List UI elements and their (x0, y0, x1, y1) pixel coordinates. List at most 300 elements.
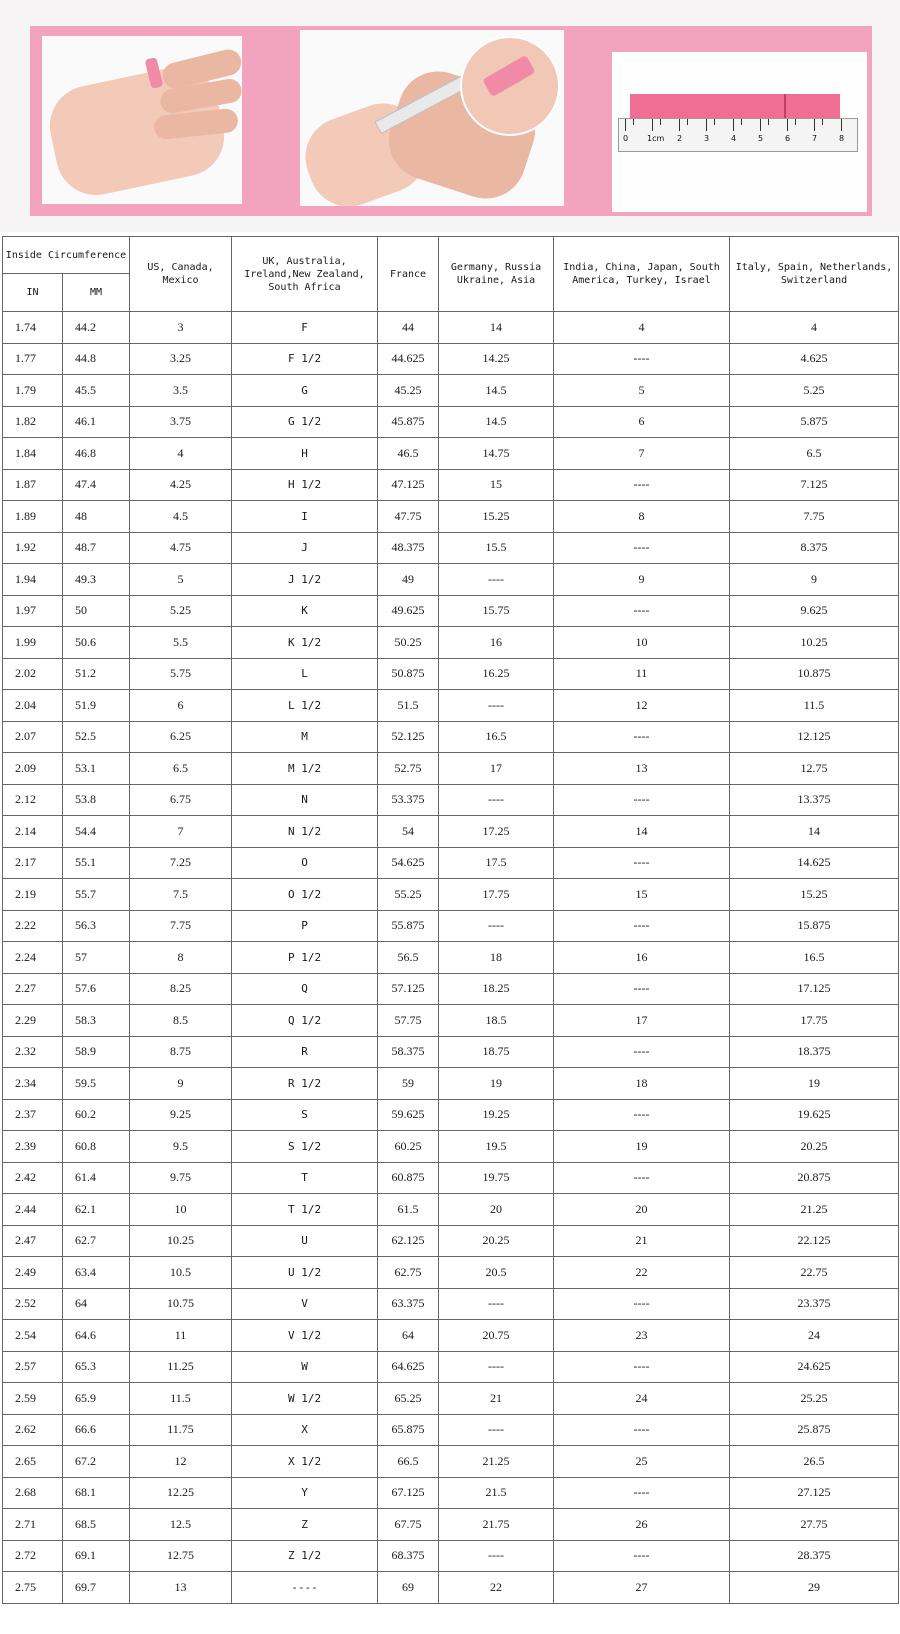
cell-france: 52.75 (378, 753, 439, 785)
table-row (3, 1414, 899, 1446)
cell-in: 1.84 (3, 438, 63, 470)
cell-india: ---- (554, 1099, 730, 1131)
header-in: IN (3, 274, 63, 312)
header-mm: MM (63, 274, 130, 312)
cell-mm: 51.9 (63, 690, 130, 722)
cell-uk: W 1/2 (232, 1383, 378, 1415)
cell-in: 1.74 (3, 312, 63, 344)
cell-us: 5.25 (130, 595, 232, 627)
cell-india: 5 (554, 375, 730, 407)
header-france: France (378, 237, 439, 312)
cell-in: 2.19 (3, 879, 63, 911)
cell-in: 2.72 (3, 1540, 63, 1572)
cell-france: 49.625 (378, 595, 439, 627)
cell-us: 8.75 (130, 1036, 232, 1068)
cell-uk: U (232, 1225, 378, 1257)
photo-marking-strip (300, 30, 564, 206)
cell-uk: F 1/2 (232, 343, 378, 375)
cell-germany: 19.75 (439, 1162, 554, 1194)
cell-in: 1.89 (3, 501, 63, 533)
cell-france: 54 (378, 816, 439, 848)
cell-germany: 17.75 (439, 879, 554, 911)
table-row (3, 1540, 899, 1572)
table-row (3, 406, 899, 438)
cell-italy: 17.125 (730, 973, 899, 1005)
cell-italy: 10.875 (730, 658, 899, 690)
cell-france: 60.875 (378, 1162, 439, 1194)
cell-uk: ---- (232, 1572, 378, 1604)
cell-in: 2.75 (3, 1572, 63, 1604)
cell-france: 55.25 (378, 879, 439, 911)
cell-us: 9.5 (130, 1131, 232, 1163)
cell-us: 4 (130, 438, 232, 470)
table-row (3, 1509, 899, 1541)
ruler (618, 118, 858, 152)
cell-india: 17 (554, 1005, 730, 1037)
cell-italy: 7.125 (730, 469, 899, 501)
cell-france: 53.375 (378, 784, 439, 816)
cell-us: 7.25 (130, 847, 232, 879)
cell-uk: S (232, 1099, 378, 1131)
cell-germany: 15.75 (439, 595, 554, 627)
cell-mm: 50.6 (63, 627, 130, 659)
cell-france: 64 (378, 1320, 439, 1352)
strip-mark (784, 94, 786, 120)
table-row (3, 753, 899, 785)
cell-us: 3 (130, 312, 232, 344)
header-italy: Italy, Spain, Netherlands, Switzerland (730, 237, 899, 312)
cell-us: 12 (130, 1446, 232, 1478)
cell-germany: 21.25 (439, 1446, 554, 1478)
cell-uk: K (232, 595, 378, 627)
cell-us: 5.75 (130, 658, 232, 690)
cell-italy: 7.75 (730, 501, 899, 533)
cell-mm: 59.5 (63, 1068, 130, 1100)
cell-italy: 17.75 (730, 1005, 899, 1037)
cell-mm: 69.7 (63, 1572, 130, 1604)
cell-us: 11.75 (130, 1414, 232, 1446)
cell-us: 3.5 (130, 375, 232, 407)
cell-germany: 20.75 (439, 1320, 554, 1352)
cell-us: 9.25 (130, 1099, 232, 1131)
cell-india: 18 (554, 1068, 730, 1100)
cell-india: 24 (554, 1383, 730, 1415)
cell-italy: 19 (730, 1068, 899, 1100)
cell-uk: G 1/2 (232, 406, 378, 438)
header-inside-circumference: Inside Circumference (3, 237, 130, 274)
cell-germany: 14.75 (439, 438, 554, 470)
cell-italy: 19.625 (730, 1099, 899, 1131)
table-row (3, 1572, 899, 1604)
cell-uk: L 1/2 (232, 690, 378, 722)
table-row (3, 1068, 899, 1100)
table-row (3, 1383, 899, 1415)
table-row (3, 942, 899, 974)
cell-germany: 21.75 (439, 1509, 554, 1541)
cell-italy: 9.625 (730, 595, 899, 627)
cell-mm: 57 (63, 942, 130, 974)
table-row (3, 532, 899, 564)
cell-in: 2.71 (3, 1509, 63, 1541)
cell-italy: 25.25 (730, 1383, 899, 1415)
table-row (3, 721, 899, 753)
cell-uk: M (232, 721, 378, 753)
table-row (3, 879, 899, 911)
cell-us: 13 (130, 1572, 232, 1604)
cell-uk: O (232, 847, 378, 879)
cell-france: 65.25 (378, 1383, 439, 1415)
cell-france: 49 (378, 564, 439, 596)
cell-france: 44.625 (378, 343, 439, 375)
cell-germany: 16.5 (439, 721, 554, 753)
cell-france: 44 (378, 312, 439, 344)
cell-germany: 16 (439, 627, 554, 659)
cell-italy: 22.125 (730, 1225, 899, 1257)
table-row (3, 658, 899, 690)
cell-france: 69 (378, 1572, 439, 1604)
cell-germany: ---- (439, 690, 554, 722)
cell-mm: 55.1 (63, 847, 130, 879)
cell-us: 8.5 (130, 1005, 232, 1037)
cell-italy: 14.625 (730, 847, 899, 879)
cell-uk: X (232, 1414, 378, 1446)
cell-mm: 50 (63, 595, 130, 627)
cell-france: 67.125 (378, 1477, 439, 1509)
cell-italy: 6.5 (730, 438, 899, 470)
cell-mm: 55.7 (63, 879, 130, 911)
cell-italy: 12.125 (730, 721, 899, 753)
cell-india: 23 (554, 1320, 730, 1352)
cell-italy: 27.75 (730, 1509, 899, 1541)
table-row (3, 1225, 899, 1257)
cell-france: 57.75 (378, 1005, 439, 1037)
cell-us: 4.75 (130, 532, 232, 564)
cell-france: 45.875 (378, 406, 439, 438)
cell-mm: 63.4 (63, 1257, 130, 1289)
cell-italy: 20.875 (730, 1162, 899, 1194)
cell-germany: 14.25 (439, 343, 554, 375)
cell-us: 11.25 (130, 1351, 232, 1383)
cell-india: ---- (554, 1414, 730, 1446)
cell-uk: F (232, 312, 378, 344)
cell-in: 2.37 (3, 1099, 63, 1131)
cell-france: 65.875 (378, 1414, 439, 1446)
cell-mm: 58.3 (63, 1005, 130, 1037)
cell-uk: P (232, 910, 378, 942)
cell-italy: 10.25 (730, 627, 899, 659)
ring-size-table (2, 236, 899, 1604)
table-row (3, 469, 899, 501)
cell-india: 8 (554, 501, 730, 533)
cell-india: 13 (554, 753, 730, 785)
cell-france: 59 (378, 1068, 439, 1100)
photo-ruler (612, 52, 867, 212)
cell-in: 1.92 (3, 532, 63, 564)
cell-india: ---- (554, 973, 730, 1005)
cell-us: 8 (130, 942, 232, 974)
table-row (3, 312, 899, 344)
cell-germany: 17.5 (439, 847, 554, 879)
cell-mm: 62.7 (63, 1225, 130, 1257)
cell-france: 45.25 (378, 375, 439, 407)
cell-mm: 64 (63, 1288, 130, 1320)
cell-mm: 47.4 (63, 469, 130, 501)
cell-in: 2.65 (3, 1446, 63, 1478)
cell-mm: 46.1 (63, 406, 130, 438)
table-row (3, 816, 899, 848)
cell-us: 7.75 (130, 910, 232, 942)
cell-india: ---- (554, 1162, 730, 1194)
cell-france: 57.125 (378, 973, 439, 1005)
cell-italy: 15.25 (730, 879, 899, 911)
cell-mm: 65.3 (63, 1351, 130, 1383)
table-row (3, 1477, 899, 1509)
cell-in: 2.42 (3, 1162, 63, 1194)
cell-italy: 14 (730, 816, 899, 848)
cell-italy: 13.375 (730, 784, 899, 816)
cell-france: 50.875 (378, 658, 439, 690)
cell-us: 6.75 (130, 784, 232, 816)
cell-germany: ---- (439, 1414, 554, 1446)
cell-italy: 22.75 (730, 1257, 899, 1289)
table-header-row (3, 237, 899, 274)
cell-uk: G (232, 375, 378, 407)
cell-uk: H (232, 438, 378, 470)
cell-germany: 18.25 (439, 973, 554, 1005)
cell-mm: 46.8 (63, 438, 130, 470)
cell-uk: Q (232, 973, 378, 1005)
cell-italy: 15.875 (730, 910, 899, 942)
cell-india: 7 (554, 438, 730, 470)
photo-finger-wrap (42, 36, 242, 204)
cell-india: ---- (554, 595, 730, 627)
cell-uk: L (232, 658, 378, 690)
cell-uk: Y (232, 1477, 378, 1509)
cell-italy: 11.5 (730, 690, 899, 722)
table-row (3, 343, 899, 375)
cell-india: 16 (554, 942, 730, 974)
cell-uk: Q 1/2 (232, 1005, 378, 1037)
cell-italy: 5.25 (730, 375, 899, 407)
cell-france: 62.75 (378, 1257, 439, 1289)
cell-germany: 15.5 (439, 532, 554, 564)
table-row (3, 1162, 899, 1194)
cell-us: 12.5 (130, 1509, 232, 1541)
ruler-label: 7 (812, 134, 818, 143)
cell-india: 4 (554, 312, 730, 344)
cell-germany: 18 (439, 942, 554, 974)
cell-india: ---- (554, 1540, 730, 1572)
cell-india: 12 (554, 690, 730, 722)
table-body (3, 312, 899, 1604)
cell-mm: 69.1 (63, 1540, 130, 1572)
cell-india: ---- (554, 1036, 730, 1068)
cell-us: 9.75 (130, 1162, 232, 1194)
table-row (3, 1320, 899, 1352)
cell-france: 47.125 (378, 469, 439, 501)
cell-us: 10.25 (130, 1225, 232, 1257)
cell-mm: 44.8 (63, 343, 130, 375)
table-row (3, 627, 899, 659)
cell-germany: 16.25 (439, 658, 554, 690)
table-row (3, 564, 899, 596)
cell-italy: 24.625 (730, 1351, 899, 1383)
cell-uk: J (232, 532, 378, 564)
cell-mm: 45.5 (63, 375, 130, 407)
cell-mm: 66.6 (63, 1414, 130, 1446)
cell-in: 2.02 (3, 658, 63, 690)
paper-strip (630, 94, 840, 120)
table-row (3, 1099, 899, 1131)
cell-in: 2.49 (3, 1257, 63, 1289)
cell-india: ---- (554, 532, 730, 564)
cell-france: 55.875 (378, 910, 439, 942)
ruler-label: 4 (731, 134, 737, 143)
cell-mm: 52.5 (63, 721, 130, 753)
cell-in: 2.32 (3, 1036, 63, 1068)
cell-france: 58.375 (378, 1036, 439, 1068)
header-us: US, Canada, Mexico (130, 237, 232, 312)
cell-france: 47.75 (378, 501, 439, 533)
cell-mm: 62.1 (63, 1194, 130, 1226)
cell-in: 2.14 (3, 816, 63, 848)
table-row (3, 847, 899, 879)
cell-france: 67.75 (378, 1509, 439, 1541)
cell-france: 60.25 (378, 1131, 439, 1163)
cell-italy: 16.5 (730, 942, 899, 974)
cell-france: 59.625 (378, 1099, 439, 1131)
cell-uk: S 1/2 (232, 1131, 378, 1163)
ruler-label: 6 (785, 134, 791, 143)
cell-germany: 17.25 (439, 816, 554, 848)
cell-us: 6 (130, 690, 232, 722)
cell-in: 2.62 (3, 1414, 63, 1446)
cell-uk: V 1/2 (232, 1320, 378, 1352)
cell-italy: 18.375 (730, 1036, 899, 1068)
table-row (3, 973, 899, 1005)
ruler-label: 5 (758, 134, 764, 143)
cell-mm: 49.3 (63, 564, 130, 596)
cell-mm: 53.8 (63, 784, 130, 816)
cell-in: 2.54 (3, 1320, 63, 1352)
table-row (3, 910, 899, 942)
cell-france: 62.125 (378, 1225, 439, 1257)
cell-in: 2.47 (3, 1225, 63, 1257)
cell-uk: N 1/2 (232, 816, 378, 848)
cell-us: 12.75 (130, 1540, 232, 1572)
cell-in: 2.27 (3, 973, 63, 1005)
cell-mm: 61.4 (63, 1162, 130, 1194)
cell-france: 68.375 (378, 1540, 439, 1572)
table-row (3, 1446, 899, 1478)
cell-italy: 28.375 (730, 1540, 899, 1572)
cell-india: ---- (554, 343, 730, 375)
instruction-banner (0, 0, 900, 232)
cell-germany: 14 (439, 312, 554, 344)
cell-italy: 23.375 (730, 1288, 899, 1320)
cell-mm: 58.9 (63, 1036, 130, 1068)
cell-germany: ---- (439, 784, 554, 816)
cell-germany: ---- (439, 1540, 554, 1572)
cell-uk: U 1/2 (232, 1257, 378, 1289)
cell-in: 1.79 (3, 375, 63, 407)
cell-germany: 20.5 (439, 1257, 554, 1289)
cell-germany: 19 (439, 1068, 554, 1100)
cell-india: ---- (554, 1477, 730, 1509)
cell-mm: 68.5 (63, 1509, 130, 1541)
cell-france: 66.5 (378, 1446, 439, 1478)
cell-france: 46.5 (378, 438, 439, 470)
cell-mm: 65.9 (63, 1383, 130, 1415)
cell-uk: P 1/2 (232, 942, 378, 974)
cell-india: 21 (554, 1225, 730, 1257)
cell-india: 11 (554, 658, 730, 690)
cell-in: 2.17 (3, 847, 63, 879)
cell-in: 2.12 (3, 784, 63, 816)
cell-uk: I (232, 501, 378, 533)
cell-us: 5.5 (130, 627, 232, 659)
cell-mm: 60.2 (63, 1099, 130, 1131)
cell-india: ---- (554, 1288, 730, 1320)
table-row (3, 1257, 899, 1289)
cell-italy: 26.5 (730, 1446, 899, 1478)
header-germany: Germany, Russia Ukraine, Asia (439, 237, 554, 312)
table-row (3, 690, 899, 722)
cell-india: 20 (554, 1194, 730, 1226)
cell-uk: V (232, 1288, 378, 1320)
cell-mm: 67.2 (63, 1446, 130, 1478)
cell-in: 2.39 (3, 1131, 63, 1163)
cell-mm: 64.6 (63, 1320, 130, 1352)
cell-india: ---- (554, 910, 730, 942)
cell-uk: N (232, 784, 378, 816)
cell-in: 1.97 (3, 595, 63, 627)
table-row (3, 1288, 899, 1320)
cell-germany: 21 (439, 1383, 554, 1415)
cell-india: 9 (554, 564, 730, 596)
cell-italy: 9 (730, 564, 899, 596)
cell-in: 1.99 (3, 627, 63, 659)
cell-uk: X 1/2 (232, 1446, 378, 1478)
cell-uk: M 1/2 (232, 753, 378, 785)
cell-in: 2.57 (3, 1351, 63, 1383)
cell-germany: 17 (439, 753, 554, 785)
cell-italy: 24 (730, 1320, 899, 1352)
cell-us: 4.25 (130, 469, 232, 501)
cell-uk: R (232, 1036, 378, 1068)
cell-mm: 56.3 (63, 910, 130, 942)
cell-uk: T 1/2 (232, 1194, 378, 1226)
cell-mm: 51.2 (63, 658, 130, 690)
cell-in: 2.68 (3, 1477, 63, 1509)
table-row (3, 595, 899, 627)
cell-france: 56.5 (378, 942, 439, 974)
cell-us: 10.75 (130, 1288, 232, 1320)
cell-in: 1.82 (3, 406, 63, 438)
cell-us: 11.5 (130, 1383, 232, 1415)
cell-germany: 19.25 (439, 1099, 554, 1131)
cell-india: ---- (554, 784, 730, 816)
cell-india: ---- (554, 469, 730, 501)
cell-us: 6.25 (130, 721, 232, 753)
cell-germany: 21.5 (439, 1477, 554, 1509)
cell-germany: 20 (439, 1194, 554, 1226)
cell-india: 22 (554, 1257, 730, 1289)
table-row (3, 1131, 899, 1163)
cell-india: ---- (554, 847, 730, 879)
cell-italy: 5.875 (730, 406, 899, 438)
cell-mm: 48.7 (63, 532, 130, 564)
